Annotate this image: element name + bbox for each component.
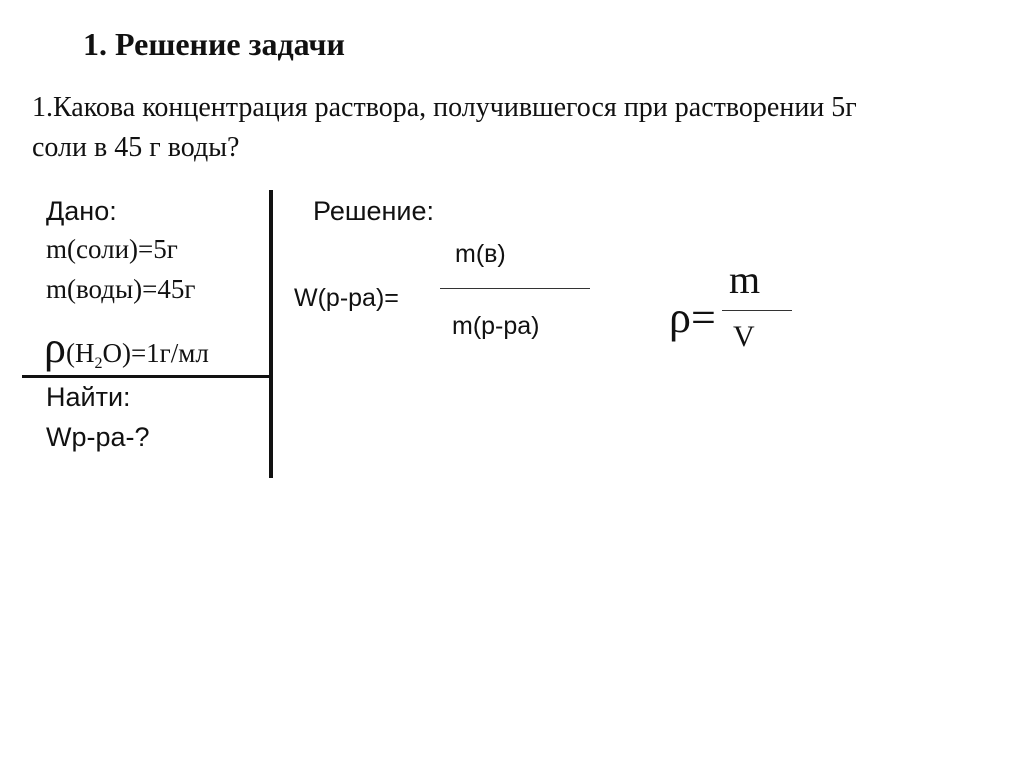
given-water-mass: m(воды)=45г [46, 274, 196, 304]
density-denominator: V [733, 320, 755, 353]
solution-header: Решение: [313, 196, 435, 226]
find-value: Wр-ра-? [46, 422, 150, 452]
density-lhs: ρ= [669, 293, 716, 342]
fraction-bar [440, 288, 590, 289]
given-header: Дано: [46, 196, 117, 226]
fraction-denominator: m(р-ра) [452, 312, 540, 340]
density-numerator: m [729, 257, 761, 302]
density-subscript: 2 [94, 355, 103, 372]
vertical-divider [269, 190, 273, 478]
density-rest: O)=1г/мл [102, 338, 209, 368]
given-salt-mass: m(соли)=5г [46, 234, 178, 264]
given-water-density [44, 323, 209, 372]
density-fraction-bar [722, 310, 792, 311]
slide-title: 1. Решение задачи [83, 26, 345, 62]
find-header: Найти: [46, 382, 131, 412]
formula-lhs: W(р-ра)= [294, 284, 399, 312]
problem-statement: 1.Какова концентрация раствора, получившегося при растворении 5г соли в 45 г воды? [32, 92, 857, 163]
fraction-numerator: m(в) [455, 240, 506, 268]
rho-symbol: ρ [44, 323, 66, 372]
horizontal-divider [22, 375, 273, 378]
density-open: (H [65, 338, 95, 368]
